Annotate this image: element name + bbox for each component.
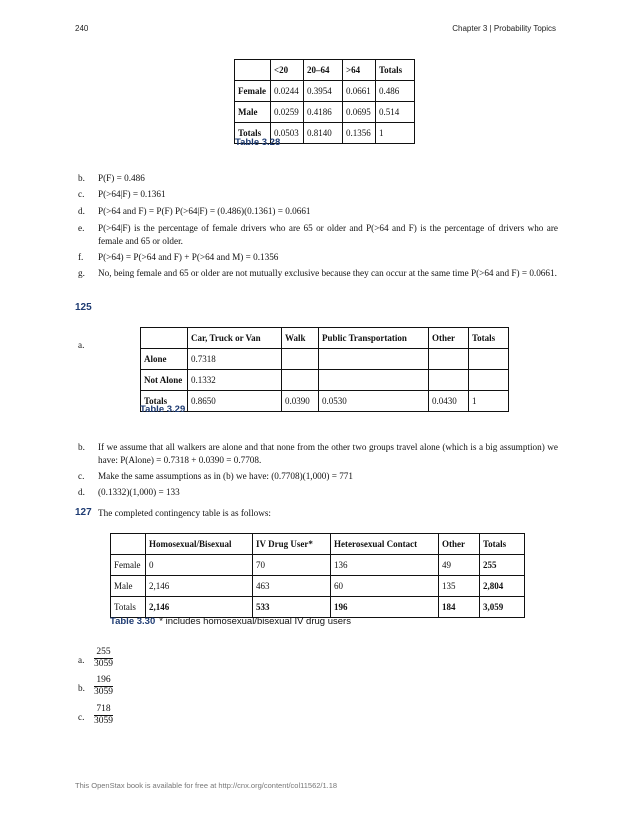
fraction-denominator: 3059 [94, 687, 113, 697]
answer-label: f. [78, 252, 84, 262]
table-cell [141, 328, 188, 349]
table-header: 20–64 [304, 60, 343, 81]
table-cell: 1 [469, 391, 509, 412]
table-row-header: Totals [141, 391, 188, 412]
answer-label: b. [78, 442, 85, 452]
table-row-header: Alone [141, 349, 188, 370]
fraction-label: c. [78, 712, 85, 722]
table-cell: 1 [376, 123, 415, 144]
table-cell [469, 349, 509, 370]
table-cell: 0.0695 [343, 102, 376, 123]
table-cell: 0.8140 [304, 123, 343, 144]
answer-text: P(>64|F) = 0.1361 [98, 189, 166, 199]
table-row-header: Totals [111, 597, 146, 618]
table-cell: 0.486 [376, 81, 415, 102]
fraction-numerator: 255 [94, 647, 113, 659]
table-caption: Table 3.28 [235, 137, 281, 148]
table-header: Heterosexual Contact [331, 534, 439, 555]
table-header: <20 [271, 60, 304, 81]
table-row [141, 391, 509, 412]
table-3-29 [140, 327, 509, 412]
answer-label: a. [78, 340, 85, 350]
table-row [235, 81, 415, 102]
table-3-28 [234, 59, 415, 144]
table-cell: 255 [480, 555, 525, 576]
fraction [94, 675, 113, 698]
table-cell: 0.0661 [343, 81, 376, 102]
answer-text: Make the same assumptions as in (b) we have: (0.7708)(1,000) = 771 [98, 471, 353, 481]
table-header: >64 [343, 60, 376, 81]
table-cell [111, 534, 146, 555]
table-header: Public Transportation [319, 328, 429, 349]
table-cell: 0.4186 [304, 102, 343, 123]
answer-label: b. [78, 173, 85, 183]
table-header: Other [429, 328, 469, 349]
table-cell: 0.0430 [429, 391, 469, 412]
table-row [235, 102, 415, 123]
fraction-denominator: 3059 [94, 659, 113, 669]
table-cell: 2,146 [146, 597, 253, 618]
footer-text: This OpenStax book is available for free at http://cnx.org/content/col11562/1.18 [75, 781, 338, 790]
table-header: Other [439, 534, 480, 555]
answer-item [78, 205, 558, 218]
answer-item [78, 222, 558, 247]
answer-item [78, 486, 558, 499]
answer-text: P(>64 and F) = P(F) P(>64|F) = (0.486)(0.1361) = 0.0661 [98, 206, 311, 216]
table-caption-line [110, 611, 351, 629]
table-header: Car, Truck or Van [188, 328, 282, 349]
table-caption-note: * includes homosexual/bisexual IV drug users [159, 616, 351, 627]
table-header: Totals [480, 534, 525, 555]
table-header: Totals [376, 60, 415, 81]
table-cell: 0.3954 [304, 81, 343, 102]
table-cell [429, 370, 469, 391]
answer-text: No, being female and 65 or older are not mutually exclusive because they can occur at the same time P(>64 and F) = 0.0661. [98, 268, 557, 278]
table-row [111, 534, 525, 555]
answer-text: P(>64|F) is the percentage of female drivers who are 65 or older and P(>64 and F) is the percentage of drivers who are female and 65 or older. [98, 223, 558, 246]
table-row-header: Totals [235, 123, 271, 144]
answer-text: P(F) = 0.486 [98, 173, 145, 183]
table-cell: 60 [331, 576, 439, 597]
table-cell: 2,804 [480, 576, 525, 597]
table-cell: 0.0390 [282, 391, 319, 412]
answer-label: d. [78, 206, 85, 216]
table-row [141, 370, 509, 391]
table-cell: 136 [331, 555, 439, 576]
answer-item [78, 251, 558, 264]
table-cell: 0.7318 [188, 349, 282, 370]
table-cell [282, 349, 319, 370]
table-cell: 0 [146, 555, 253, 576]
table-row [141, 328, 509, 349]
table-header: Homosexual/Bisexual [146, 534, 253, 555]
table-cell: 0.8650 [188, 391, 282, 412]
fraction-label: a. [78, 655, 85, 665]
table-cell: 135 [439, 576, 480, 597]
answer-text: P(>64) = P(>64 and F) + P(>64 and M) = 0.1356 [98, 252, 279, 262]
table-row [235, 60, 415, 81]
fraction-label: b. [78, 683, 85, 693]
table-row-header: Male [235, 102, 271, 123]
table-cell: 70 [253, 555, 331, 576]
answer-label: d. [78, 487, 85, 497]
table-row [111, 576, 525, 597]
question-intro: The completed contingency table is as follows: [98, 508, 271, 518]
table-cell: 3,059 [480, 597, 525, 618]
table-row [141, 349, 509, 370]
table-cell: 0.514 [376, 102, 415, 123]
fraction-denominator: 3059 [94, 716, 113, 726]
table-cell: 0.0503 [271, 123, 304, 144]
table-header: Totals [469, 328, 509, 349]
table-row-header: Male [111, 576, 146, 597]
question-number: 127 [75, 507, 92, 518]
table-cell [319, 349, 429, 370]
answer-item [78, 172, 558, 185]
table-cell: 196 [331, 597, 439, 618]
page-number: 240 [75, 24, 89, 33]
table-cell [235, 60, 271, 81]
answer-text: (0.1332)(1,000) = 133 [98, 487, 180, 497]
answer-item [78, 267, 558, 280]
table-cell: 0.0259 [271, 102, 304, 123]
table-3-30 [110, 533, 525, 618]
fraction [94, 647, 113, 670]
table-cell: 0.0244 [271, 81, 304, 102]
answer-label: g. [78, 268, 85, 278]
answer-label: c. [78, 471, 85, 481]
table-cell: 463 [253, 576, 331, 597]
table-caption: Table 3.30 [110, 616, 156, 627]
chapter-title: Chapter 3 | Probability Topics [452, 24, 556, 33]
table-cell [282, 370, 319, 391]
answer-item [78, 441, 558, 466]
table-cell: 49 [439, 555, 480, 576]
table-cell: 0.0530 [319, 391, 429, 412]
table-header: IV Drug User* [253, 534, 331, 555]
table-cell: 184 [439, 597, 480, 618]
fraction-numerator: 718 [94, 704, 113, 716]
table-cell [429, 349, 469, 370]
question-number: 125 [75, 302, 92, 313]
table-row [111, 555, 525, 576]
table-row-header: Not Alone [141, 370, 188, 391]
table-row-header: Female [235, 81, 271, 102]
table-cell [469, 370, 509, 391]
table-cell: 2,146 [146, 576, 253, 597]
table-cell [319, 370, 429, 391]
table-row-header: Female [111, 555, 146, 576]
table-caption: Table 3.29 [140, 404, 186, 415]
fraction-numerator: 196 [94, 675, 113, 687]
answer-label: e. [78, 223, 85, 233]
answer-item [78, 470, 558, 483]
fraction [94, 704, 113, 727]
table-cell: 533 [253, 597, 331, 618]
answer-item [78, 188, 558, 201]
table-header: Walk [282, 328, 319, 349]
table-cell: 0.1356 [343, 123, 376, 144]
answer-label: c. [78, 189, 85, 199]
table-cell: 0.1332 [188, 370, 282, 391]
answer-text: If we assume that all walkers are alone and that none from the other two groups travel alone (which is a big assumption) we have: P(Alone) = 0.7318 + 0.0390 = 0.7708. [98, 442, 558, 465]
